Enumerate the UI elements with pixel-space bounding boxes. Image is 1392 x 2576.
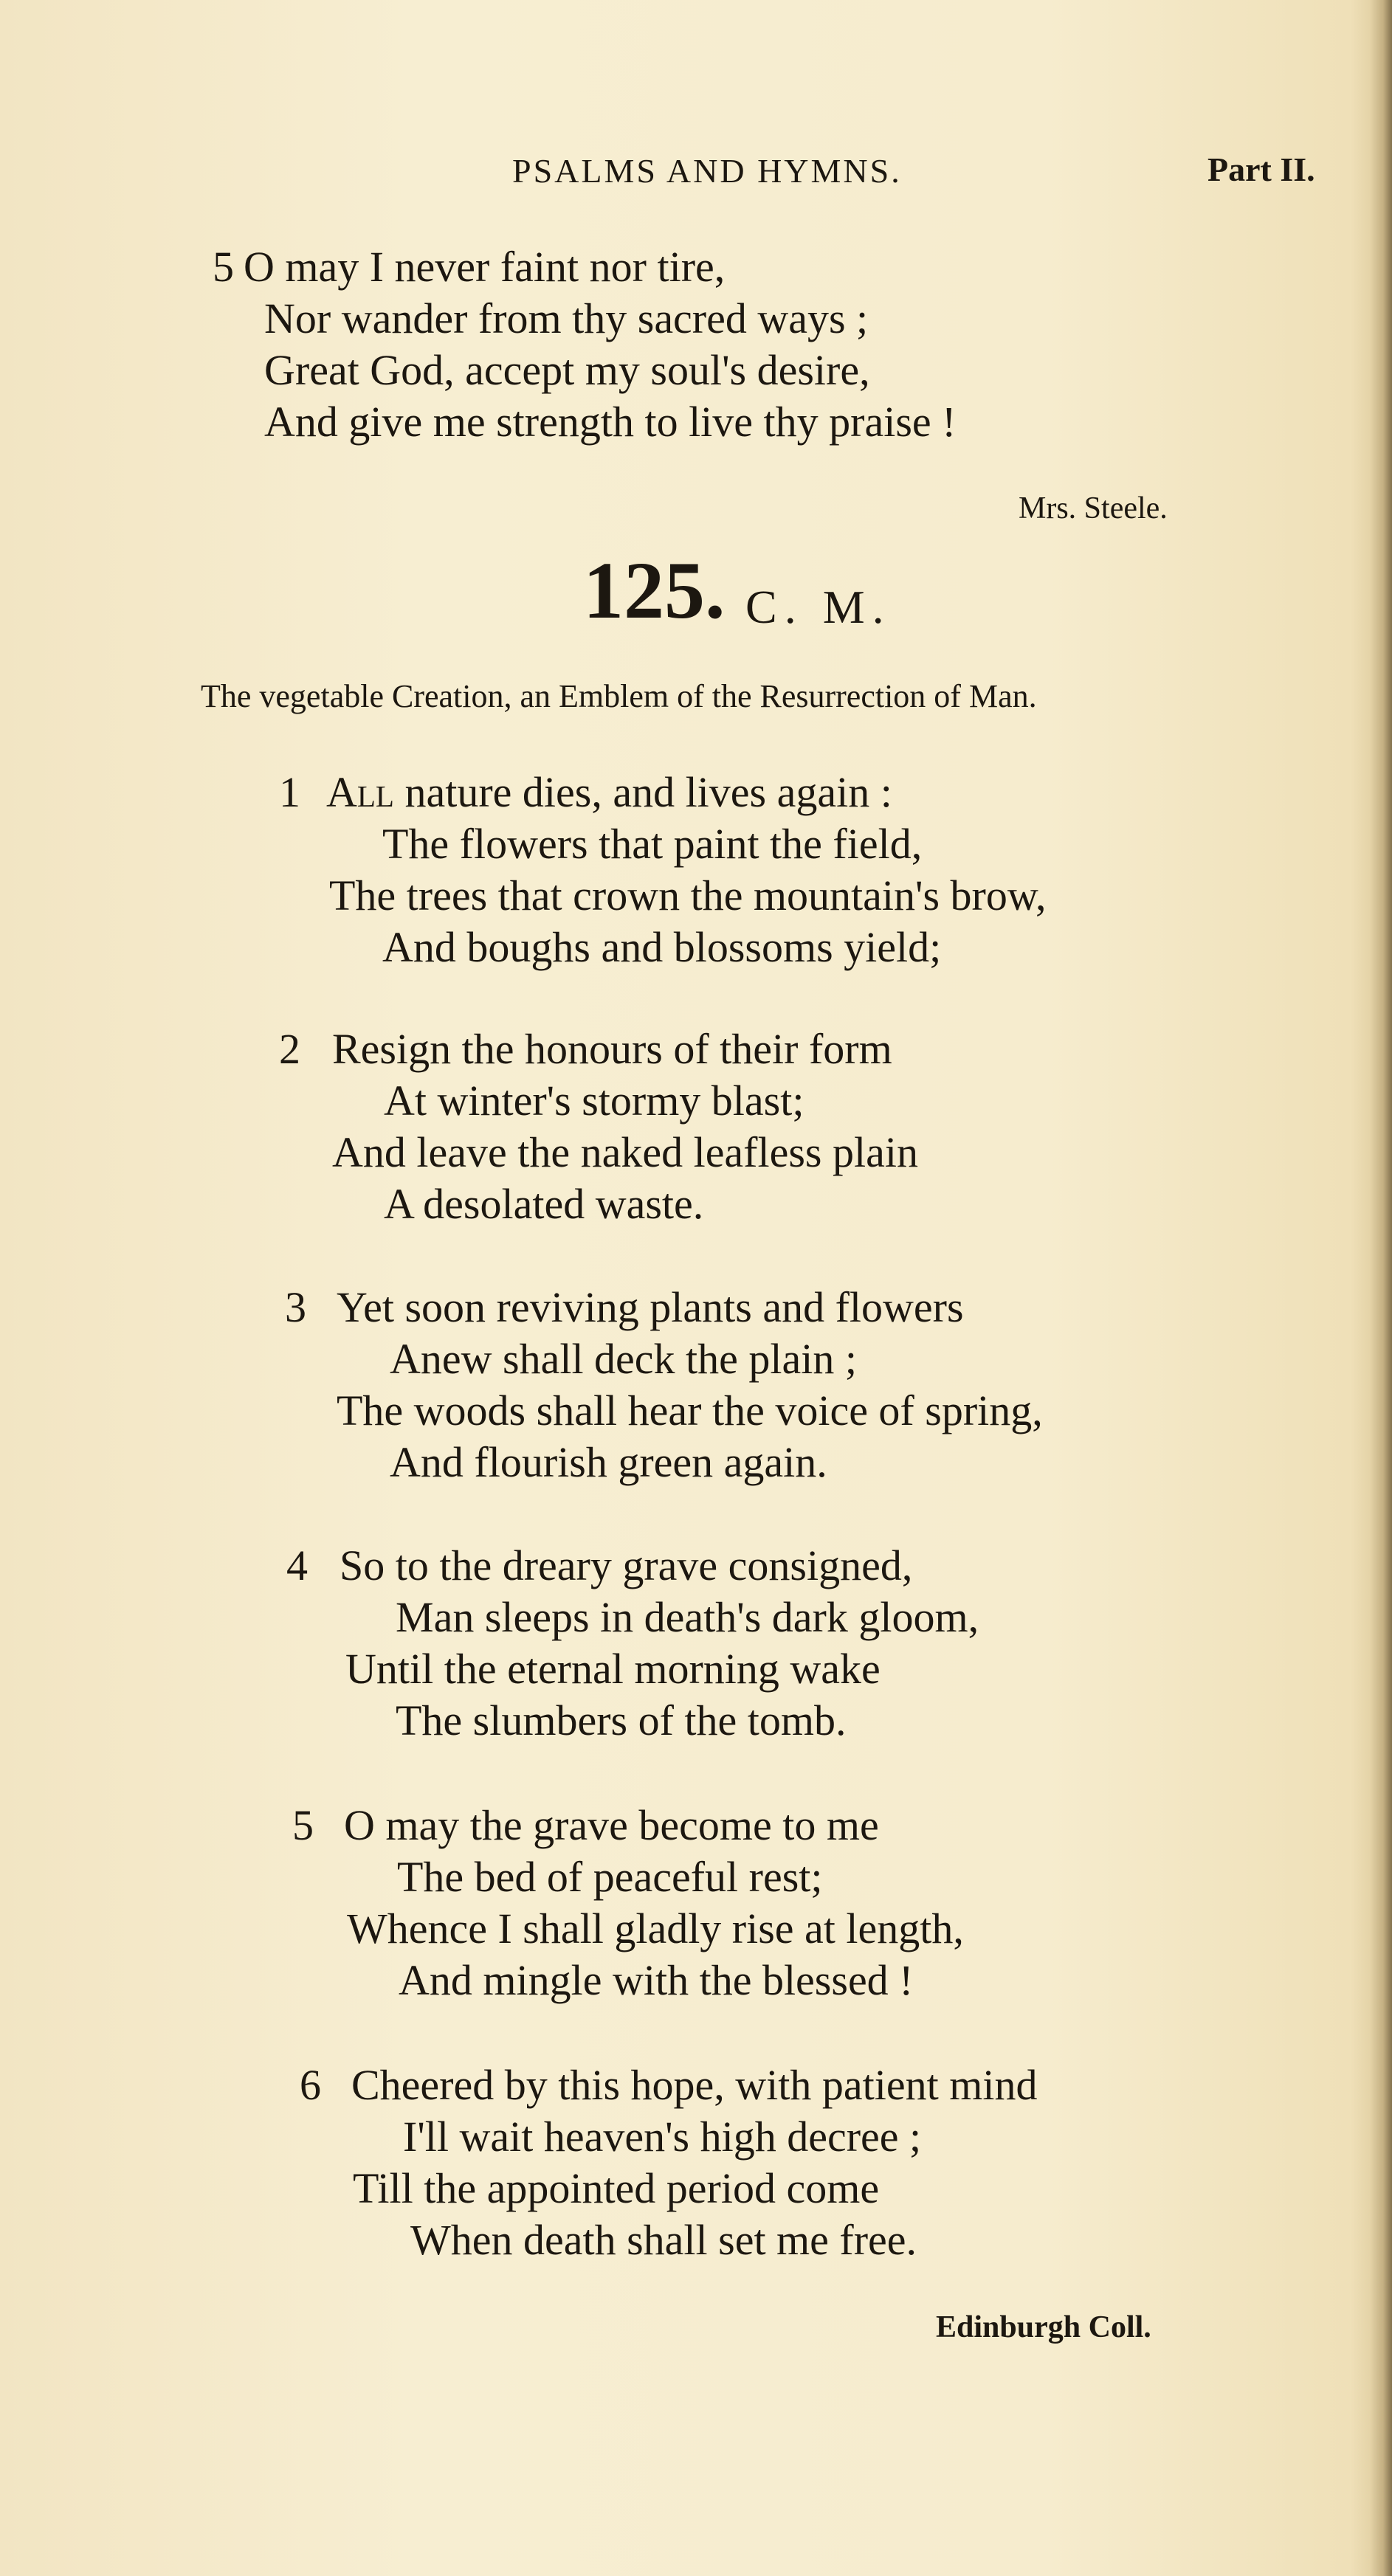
verse-number: 6 — [300, 2061, 321, 2109]
verse-line: Whence I shall gladly rise at length, — [347, 1905, 964, 1952]
verse-line: The slumbers of the tomb. — [396, 1696, 847, 1744]
prev-verse-line: O may I never faint nor tire, — [244, 243, 726, 291]
part-label: Part II. — [1207, 151, 1315, 188]
verse-line: The flowers that paint the field, — [382, 820, 923, 868]
verse-line: And boughs and blossoms yield; — [382, 923, 942, 971]
hymn-attribution: Edinburgh Coll. — [936, 2310, 1151, 2344]
verse-line: The bed of peaceful rest; — [397, 1853, 823, 1901]
hymn-number: 125. — [583, 545, 726, 635]
verse-line: And leave the naked leafless plain — [332, 1128, 918, 1176]
prev-verse-line: Nor wander from thy sacred ways ; — [264, 294, 869, 342]
verse-line: At winter's stormy blast; — [384, 1077, 804, 1125]
verse-line: Cheered by this hope, with patient mind — [351, 2061, 1038, 2109]
verse-line: Man sleeps in death's dark gloom, — [396, 1593, 979, 1641]
verse-line: Yet soon reviving plants and flowers — [337, 1283, 964, 1331]
verse-number: 1 — [279, 768, 300, 816]
hymn-meter: C. M. — [745, 581, 892, 633]
verse-number: 3 — [285, 1283, 306, 1331]
verse-number: 2 — [279, 1025, 300, 1073]
verse-number: 5 — [292, 1801, 314, 1849]
verse-line: When death shall set me free. — [410, 2216, 917, 2264]
verse-line — [326, 767, 892, 817]
verse-line: O may the grave become to me — [344, 1801, 879, 1849]
verse-line: So to the dreary grave consigned, — [340, 1541, 913, 1589]
initial-word: All — [326, 768, 394, 816]
prev-attribution: Mrs. Steele. — [1019, 491, 1168, 525]
verse-number: 4 — [286, 1541, 308, 1589]
verse-line: Till the appointed period come — [353, 2164, 880, 2212]
prev-verse-line: And give me strength to live thy praise ! — [264, 398, 957, 446]
first-line-rest: nature dies, and lives again : — [393, 768, 892, 816]
verse-line: Resign the honours of their form — [332, 1025, 892, 1073]
verse-line: The woods shall hear the voice of spring, — [337, 1387, 1043, 1434]
prev-verse-line: Great God, accept my soul's desire, — [264, 346, 870, 394]
verse-line: Anew shall deck the plain ; — [390, 1335, 857, 1383]
verse-line: Until the eternal morning wake — [345, 1645, 881, 1693]
verse-line: The trees that crown the mountain's brow, — [329, 871, 1047, 919]
verse-line: I'll wait heaven's high decree ; — [403, 2113, 922, 2161]
verse-line: And mingle with the blessed ! — [399, 1956, 914, 2004]
page-edge-shadow — [1370, 0, 1392, 2576]
verse-line: And flourish green again. — [390, 1438, 827, 1486]
hymn-subtitle: The vegetable Creation, an Emblem of the Resurrection of Man. — [201, 678, 1037, 714]
prev-verse-number: 5 — [213, 243, 234, 291]
verse-line: A desolated waste. — [384, 1180, 704, 1228]
running-head: PSALMS AND HYMNS. — [512, 152, 902, 190]
